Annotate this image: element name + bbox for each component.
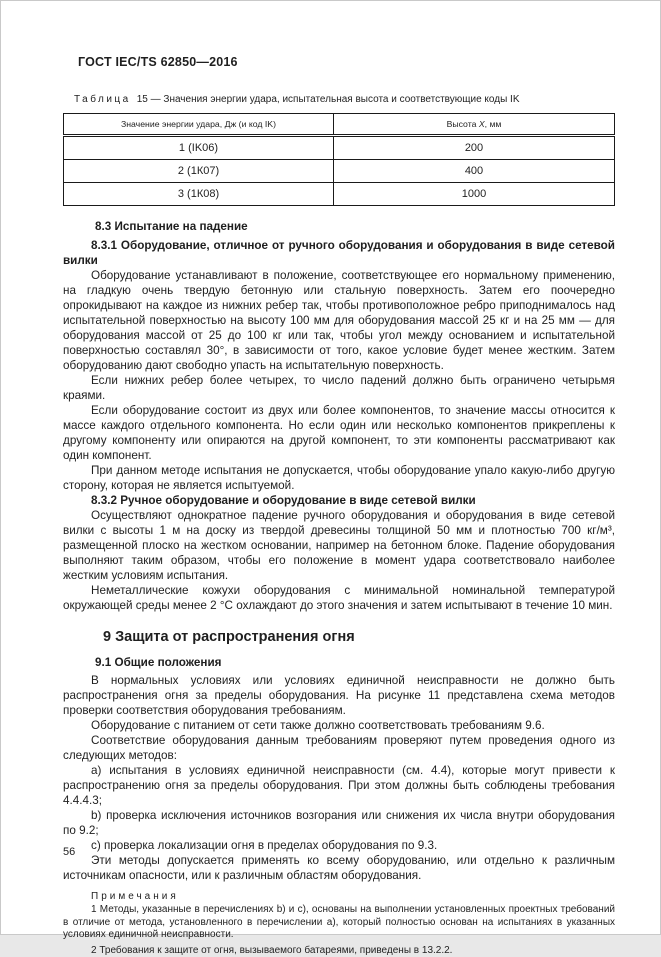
section-8-3-1-heading: 8.3.1 Оборудование, отличное от ручного оборудования и оборудования в виде сетевой вилки <box>63 238 615 268</box>
list-item-a: a) испытания в условиях единичной неисправности (см. 4.4), которые могут привести к распространению огня за пределы оборудования. При этом должны быть соблюдены требования 4.4.4.3; <box>63 763 615 808</box>
paragraph: В нормальных условиях или условиях единичной неисправности не должно быть распространения огня за пределы оборудования. На рисунке 11 представлена схема методов проверки соответствия оборудования требованиям. <box>63 673 615 718</box>
doc-code-header: ГОСТ IEC/TS 62850—2016 <box>63 55 615 69</box>
page-content <box>63 55 615 957</box>
table-caption <box>63 94 615 106</box>
notes-block <box>63 890 615 957</box>
cell-height: 400 <box>333 160 614 183</box>
table-row <box>64 136 615 160</box>
column-header-height: Высота X, мм <box>333 114 614 136</box>
paragraph: При данном методе испытания не допускается, чтобы оборудование упало какую-либо другую сторону, которая не является испытуемой. <box>63 463 615 493</box>
page-number: 56 <box>63 846 75 858</box>
section-8-3-2-heading: 8.3.2 Ручное оборудование и оборудование в виде сетевой вилки <box>63 493 615 508</box>
paragraph: Неметаллические кожухи оборудования с минимальной номинальной температурой окружающей среды менее 2 °С охлаждают до этого значения и затем испытывают в течение 10 мин. <box>63 583 615 613</box>
section-9-heading: 9 Защита от распространения огня <box>63 628 615 646</box>
cell-energy: 1 (IK06) <box>64 136 334 160</box>
list-item-b: b) проверка исключения источников возгорания или снижения их числа внутри оборудования по 9.2; <box>63 808 615 838</box>
list-item-c: c) проверка локализации огня в пределах оборудования по 9.3. <box>63 838 615 853</box>
column-header-energy: Значение энергии удара, Дж (и код IK) <box>64 114 334 136</box>
notes-title: Примечания <box>63 890 615 903</box>
table-row <box>64 183 615 206</box>
paragraph: Оборудование устанавливают в положение, соответствующее его нормальному применению, на гладкую очень твердую бетонную или стальную поверхность. Затем его поочередно опрокидывают на каждое из нижних ребер так, чтобы противоположное ребро приподнималось над испытательной поверхностью на высоту 100 мм для оборудования массой 25 кг и на 25 мм — для оборудования массой от 25 до 100 кг или так, чтобы угол между основанием и испытательной поверхностью составлял 30°, в зависимости от того, какое условие будет менее жестким. Затем оборудованию дают свободно упасть на испытательную поверхность. <box>63 268 615 373</box>
paragraph: Эти методы допускается применять ко всему оборудованию, или отдельно к различным источникам опасности, или к различным областям оборудования. <box>63 853 615 883</box>
paragraph: Если нижних ребер более четырех, то число падений должно быть ограничено четырьмя краями. <box>63 373 615 403</box>
paragraph: Оборудование с питанием от сети также должно соответствовать требованиям 9.6. <box>63 718 615 733</box>
note-2: 2 Требования к защите от огня, вызываемого батареями, приведены в 13.2.2. <box>63 945 615 957</box>
table-caption-text: 15 — Значения энергии удара, испытательная высота и соответствующие коды IK <box>137 94 520 105</box>
paragraph: Соответствие оборудования данным требованиям проверяют путем проведения одного из следующих методов: <box>63 733 615 763</box>
cell-height: 1000 <box>333 183 614 206</box>
note-1: 1 Методы, указанные в перечислениях b) и c), основаны на выполнении установленных проектных требований в отличие от метода, установленного в перечислении a), который полностью основан на испытаниях в указанных условиях единичной неисправности. <box>63 904 615 942</box>
paragraph: Если оборудование состоит из двух или более компонентов, то значение массы относится к массе каждого отдельного компонента. Но если один или несколько компонентов прикреплены к другому компоненту или опираются на другой компонент, то эти компоненты рассматривают как один компонент. <box>63 403 615 463</box>
cell-height: 200 <box>333 136 614 160</box>
paragraph: Осуществляют однократное падение ручного оборудования и оборудования в виде сетевой вилки с высоты 1 м на доску из твердой древесины толщиной 50 мм и плотностью 700 кг/м³, размещенной плоско на жестком основании, например на бетонном блоке. Падение оборудования выполняют таким образом, чтобы его положение в момент удара соответствовало наиболее жестким условиям испытания. <box>63 508 615 583</box>
table-header-row <box>64 114 615 136</box>
table-row <box>64 160 615 183</box>
table-caption-word: Таблица <box>74 94 131 105</box>
section-8-3-heading: 8.3 Испытание на падение <box>63 219 615 234</box>
cell-energy: 2 (1К07) <box>64 160 334 183</box>
section-9-1-heading: 9.1 Общие положения <box>63 655 615 670</box>
cell-energy: 3 (1К08) <box>64 183 334 206</box>
table-15 <box>63 113 615 206</box>
